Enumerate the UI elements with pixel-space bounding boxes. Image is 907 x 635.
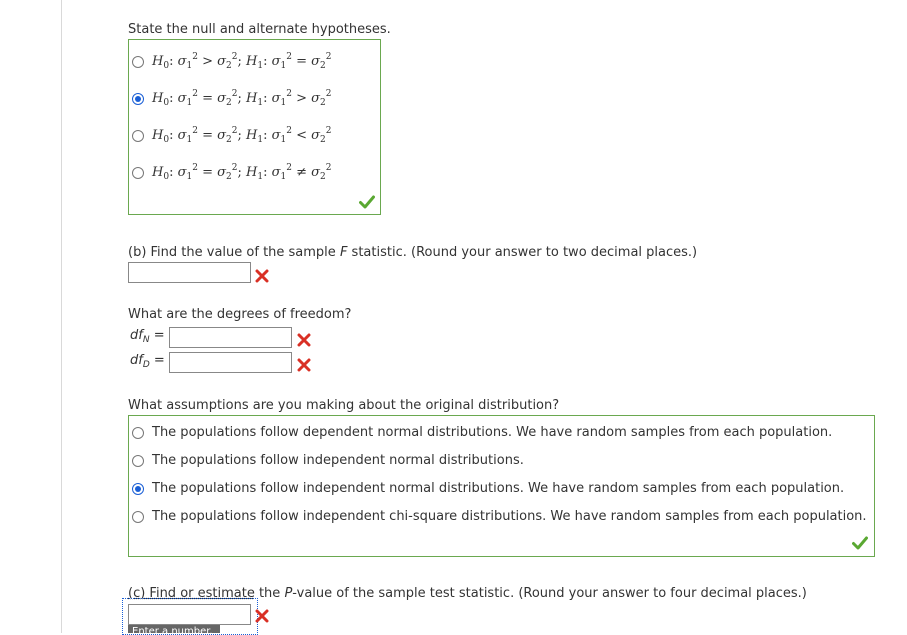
h0-relation: > — [202, 54, 213, 69]
radio-button[interactable] — [132, 56, 144, 68]
f-statistic-input[interactable] — [128, 262, 251, 283]
p-value-input[interactable] — [128, 604, 251, 625]
h0-relation: = — [202, 128, 213, 143]
h0-relation: = — [202, 91, 213, 106]
dfn-input[interactable] — [169, 327, 292, 348]
dfd-label: $df_D$ = — [130, 353, 165, 370]
incorrect-x-icon — [255, 609, 269, 623]
assumption-option[interactable] — [132, 425, 832, 440]
assumptions-prompt: What assumptions are you making about the original distribution? — [128, 398, 560, 413]
radio-button[interactable] — [132, 130, 144, 142]
radio-button[interactable] — [132, 455, 144, 467]
radio-button[interactable] — [132, 483, 144, 495]
dfn-label: $df_N$ = — [130, 328, 165, 345]
assumption-label: The populations follow independent normal distributions. — [152, 453, 524, 468]
find-or-estimate-link[interactable]: (c) Find or estimate — [128, 586, 255, 601]
h1-relation: = — [296, 54, 307, 69]
assumption-option[interactable] — [132, 453, 524, 468]
assumption-label: The populations follow independent chi-square distributions. We have random samples from each population. — [152, 509, 867, 524]
radio-button[interactable] — [132, 167, 144, 179]
left-margin-rule — [61, 0, 62, 633]
hypothesis-text: $H_0$: $\sigma_1^2 > \sigma_2^2$; $H_1$: $\sigma_1^2 = \sigma_2^2$ — [152, 52, 332, 71]
correct-check-icon — [359, 195, 375, 209]
assumption-label: The populations follow independent normal distributions. We have random samples from each population. — [152, 481, 845, 496]
radio-button[interactable] — [132, 93, 144, 105]
radio-button[interactable] — [132, 511, 144, 523]
f-statistic-prompt: (b) Find the value of the sample F statistic. (Round your answer to two decimal places.) — [128, 245, 698, 260]
p-value-prompt: (c) Find or estimate the P-value of the sample test statistic. (Round your answer to four decimal places.) — [128, 586, 807, 601]
hypothesis-text: $H_0$: $\sigma_1^2 = \sigma_2^2$; $H_1$: $\sigma_1^2 \ne \sigma_2^2$ — [152, 163, 332, 182]
hypothesis-option[interactable] — [132, 89, 331, 108]
incorrect-x-icon — [297, 333, 311, 347]
hypothesis-text: $H_0$: $\sigma_1^2 = \sigma_2^2$; $H_1$: $\sigma_1^2 > \sigma_2^2$ — [152, 89, 332, 108]
hypothesis-option[interactable] — [132, 163, 331, 182]
h1-relation: < — [296, 128, 307, 143]
hypothesis-option[interactable] — [132, 52, 331, 71]
h1-relation: > — [296, 91, 307, 106]
assumption-option[interactable] — [132, 481, 844, 496]
radio-button[interactable] — [132, 427, 144, 439]
enter-number-tooltip: Enter a number. — [128, 625, 220, 633]
incorrect-x-icon — [255, 269, 269, 283]
hypothesis-text: $H_0$: $\sigma_1^2 = \sigma_2^2$; $H_1$: $\sigma_1^2 < \sigma_2^2$ — [152, 126, 332, 145]
assumption-option[interactable] — [132, 509, 867, 524]
dfd-input[interactable] — [169, 352, 292, 373]
h1-relation: ≠ — [296, 165, 307, 180]
correct-check-icon — [852, 536, 868, 550]
degrees-of-freedom-prompt: What are the degrees of freedom? — [128, 307, 352, 322]
hypotheses-prompt: State the null and alternate hypotheses. — [128, 22, 391, 37]
hypothesis-option[interactable] — [132, 126, 331, 145]
incorrect-x-icon — [297, 358, 311, 372]
h0-relation: = — [202, 165, 213, 180]
assumption-label: The populations follow dependent normal distributions. We have random samples from each population. — [152, 425, 833, 440]
